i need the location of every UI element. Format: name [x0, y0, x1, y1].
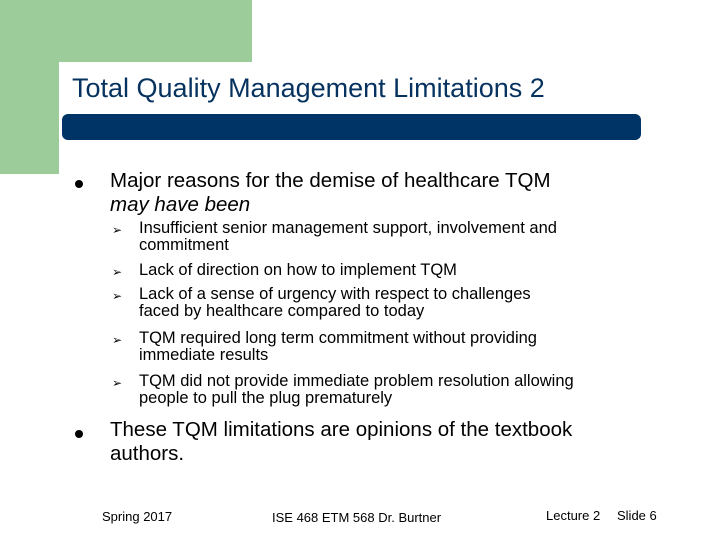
- sub-bullet-1: [139, 218, 684, 253]
- bullet-dot-icon: [75, 180, 83, 188]
- sub-bullet-5-line-2: people to pull the plug prematurely: [139, 389, 393, 407]
- arrow-bullet-icon: ➢: [112, 265, 123, 279]
- arrow-bullet-icon: ➢: [112, 289, 123, 303]
- title-underline-bar: [62, 114, 641, 140]
- sub-bullet-2-line-1: Lack of direction on how to implement TQM: [139, 261, 457, 279]
- sub-bullet-3-line-1: Lack of a sense of urgency with respect to challenges: [139, 285, 531, 303]
- bullet-dot-icon: [75, 430, 83, 438]
- footer-course: ISE 468 ETM 568 Dr. Burtner: [272, 510, 442, 525]
- bullet-2-line-2: authors.: [110, 442, 185, 465]
- sub-bullet-3: [139, 284, 684, 319]
- sub-bullet-1-line-2: commitment: [139, 236, 229, 254]
- slide-title: Total Quality Management Limitations 2: [72, 73, 545, 103]
- sub-bullet-3-line-2: faced by healthcare compared to today: [139, 302, 425, 320]
- bullet-1-text: [110, 169, 690, 217]
- footer-lecture: Lecture 2: [546, 508, 601, 523]
- bullet-2-line-1: These TQM limitations are opinions of the textbook: [110, 418, 573, 441]
- bullet-1-line-2: may have been: [110, 193, 251, 216]
- sub-bullet-4-line-1: TQM required long term commitment without providing: [139, 329, 537, 347]
- arrow-bullet-icon: ➢: [112, 223, 123, 237]
- bullet-2-text: [110, 418, 690, 466]
- arrow-bullet-icon: ➢: [112, 376, 123, 390]
- arrow-bullet-icon: ➢: [112, 333, 123, 347]
- sub-bullet-4: [139, 328, 684, 363]
- sub-bullet-1-line-1: Insufficient senior management support, involvement and: [139, 219, 557, 237]
- sub-bullet-2: [139, 260, 684, 280]
- sub-bullet-5: [139, 371, 684, 406]
- sub-bullet-4-line-2: immediate results: [139, 346, 269, 364]
- sub-bullet-5-line-1: TQM did not provide immediate problem resolution allowing: [139, 372, 574, 390]
- footer-slide-number: Slide 6: [617, 508, 657, 523]
- bullet-1-line-1: Major reasons for the demise of healthcare TQM: [110, 169, 551, 192]
- footer-date: Spring 2017: [102, 509, 173, 524]
